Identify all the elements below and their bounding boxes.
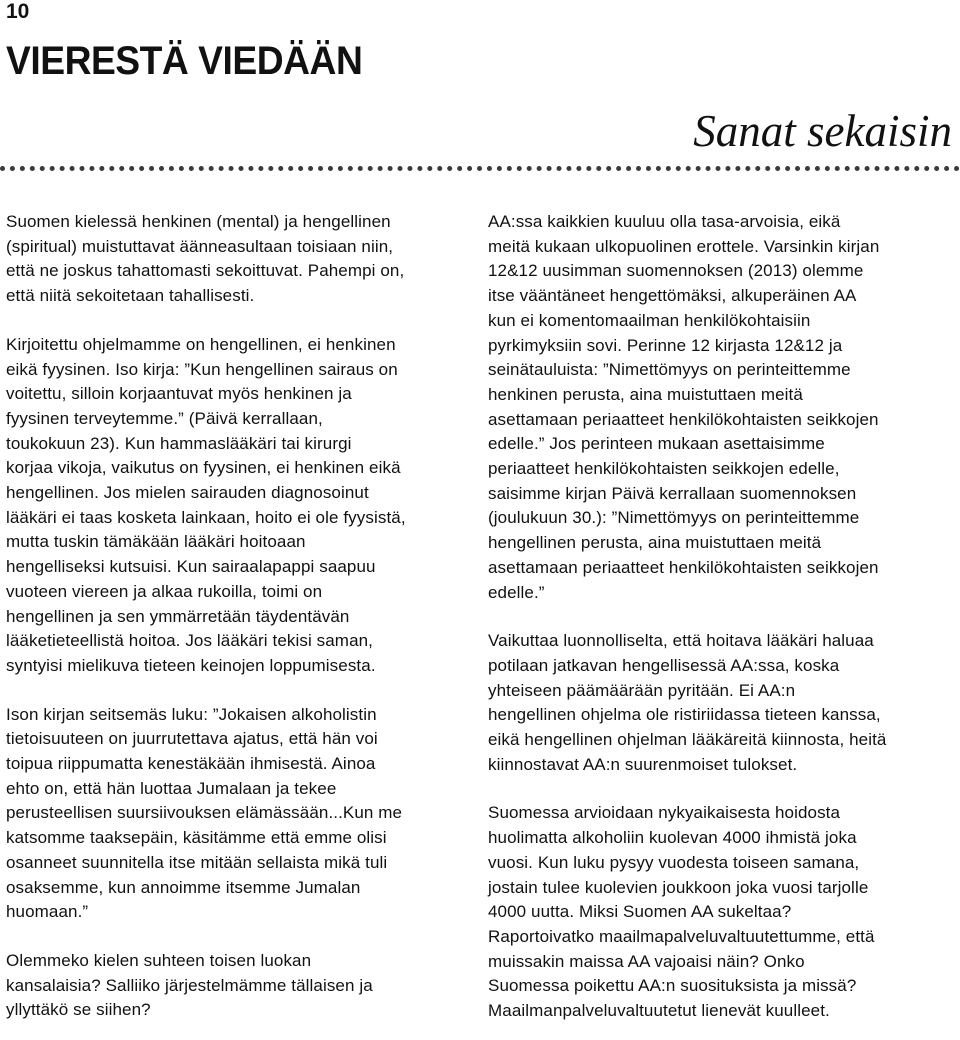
paragraph-gap (6, 679, 476, 703)
page-number: 10 (6, 0, 30, 23)
paragraph-gap (6, 925, 476, 949)
paragraph-gap (488, 777, 958, 801)
paragraph: AA:ssa kaikkien kuuluu olla tasa-arvoisia, eikä meitä kukaan ulkopuolinen erottele. Varsinkin kirjan 12&12 uusimman suomennoksen (2013) olemme itse vääntäneet hengettömäksi, alkuperäinen AA kun ei komentomaailman henkilökohtaisiin pyrkimyksiin sovi. Perinne 12 kirjasta 12&12 ja seinätauluista: ”Nimettömyys on perinteittemme henkinen perusta, aina muistuttaen meitä asettamaan periaatteet henkilökohtaisten seikkojen edelle.” Jos perinteen mukaan asettaisimme periaatteet henkilökohtaisten seikkojen edelle, saisimme kirjan Päivä kerrallaan suomennoksen (joulukuun 30.): ”Nimettömyys on perinteittemme hengellinen perusta, aina muistuttaen meitä asettamaan periaatteet henkilökohtaisten seikkojen edelle.” (488, 212, 880, 602)
right-column (488, 210, 958, 1024)
paragraph: Suomessa arvioidaan nykyaikaisesta hoidosta huolimatta alkoholiin kuolevan 4000 ihmistä joka vuosi. Kun luku pysyy vuodesta toiseen samana, jostain tulee kuolevien joukkoon joka vuosi tarjolle 4000 uutta. Miksi Suomen AA sukeltaa? Raportoivatko maailmapalveluvaltuutettumme, että muissakin maissa AA vajoaisi näin? Onko Suomessa poikettu AA:n suosituksista ja missä? Maailmanpalveluvaltuutetut lienevät kuulleet. (488, 803, 875, 1021)
paragraph: Ison kirjan seitsemäs luku: ”Jokaisen alkoholistin tietoisuuteen on juurrutettava ajatus, että hän voi toipua riippumatta kenestäkään ihmisestä. Ainoa ehto on, että hän luottaa Jumalaan ja tekee perusteellisen suursiivouksen elämässään...Kun me katsomme taaksepäin, käsitämme että emme olisi osanneet suunnitella itse mitään sellaista mikä tuli osaksemme, kun annoimme itsemme Jumalan huomaan.” (6, 704, 403, 922)
paragraph: Olemmeko kielen suhteen toisen luokan kansalaisia? Salliiko järjestelmämme tällaisen ja yllyttäkö se siihen? (6, 950, 373, 1020)
article-title: Sanat sekaisin (693, 106, 952, 156)
paragraph: Kirjoitettu ohjelmamme on hengellinen, ei henkinen eikä fyysinen. Iso kirja: ”Kun hengellinen sairaus on voitettu, silloin korjaantuvat myös henkinen ja fyysinen terveytemme.” (Päivä kerrallaan, toukokuun 23). Kun hammaslääkäri tai kirurgi korjaa vikoja, vaikutus on fyysinen, ei henkinen eikä hengellinen. Jos mielen sairauden diagnosoinut lääkäri ei taas kosketa lainkaan, hoito ei ole fyysistä, mutta tuskin tämäkään lääkäri hoitoaan hengelliseksi kutsuisi. Kun sairaalapappi saapuu vuoteen viereen ja alkaa rukoilla, toimi on hengellinen ja sen ymmärretään täydentävän lääketieteellistä hoitoa. Jos lääkäri tekisi saman, syntyisi mielikuva tieteen keinojen loppumisesta. (6, 334, 406, 675)
paragraph: Suomen kielessä henkinen (mental) ja hengellinen (spiritual) muistuttavat äänneasultaan toisiaan niin, että ne joskus tahattomasti sekoittuvat. Pahempi on, että niitä sekoitetaan tahallisesti. (6, 212, 405, 306)
left-column (6, 210, 476, 1023)
paragraph: Vaikuttaa luonnolliselta, että hoitava lääkäri haluaa potilaan jatkavan hengellisessä AA:ssa, koska yhteiseen päämäärään pyritään. Ei AA:n hengellinen ohjelma ole ristiriidassa tieteen kanssa, eikä hengellinen ohjelman lääkäreitä kiinnosta, heitä kiinnostavat AA:n suurenmoiset tulokset. (488, 631, 887, 774)
paragraph-gap (488, 605, 958, 629)
paragraph-gap (6, 309, 476, 333)
dotted-divider (0, 166, 960, 171)
section-title: VIERESTÄ VIEDÄÄN (6, 39, 363, 83)
